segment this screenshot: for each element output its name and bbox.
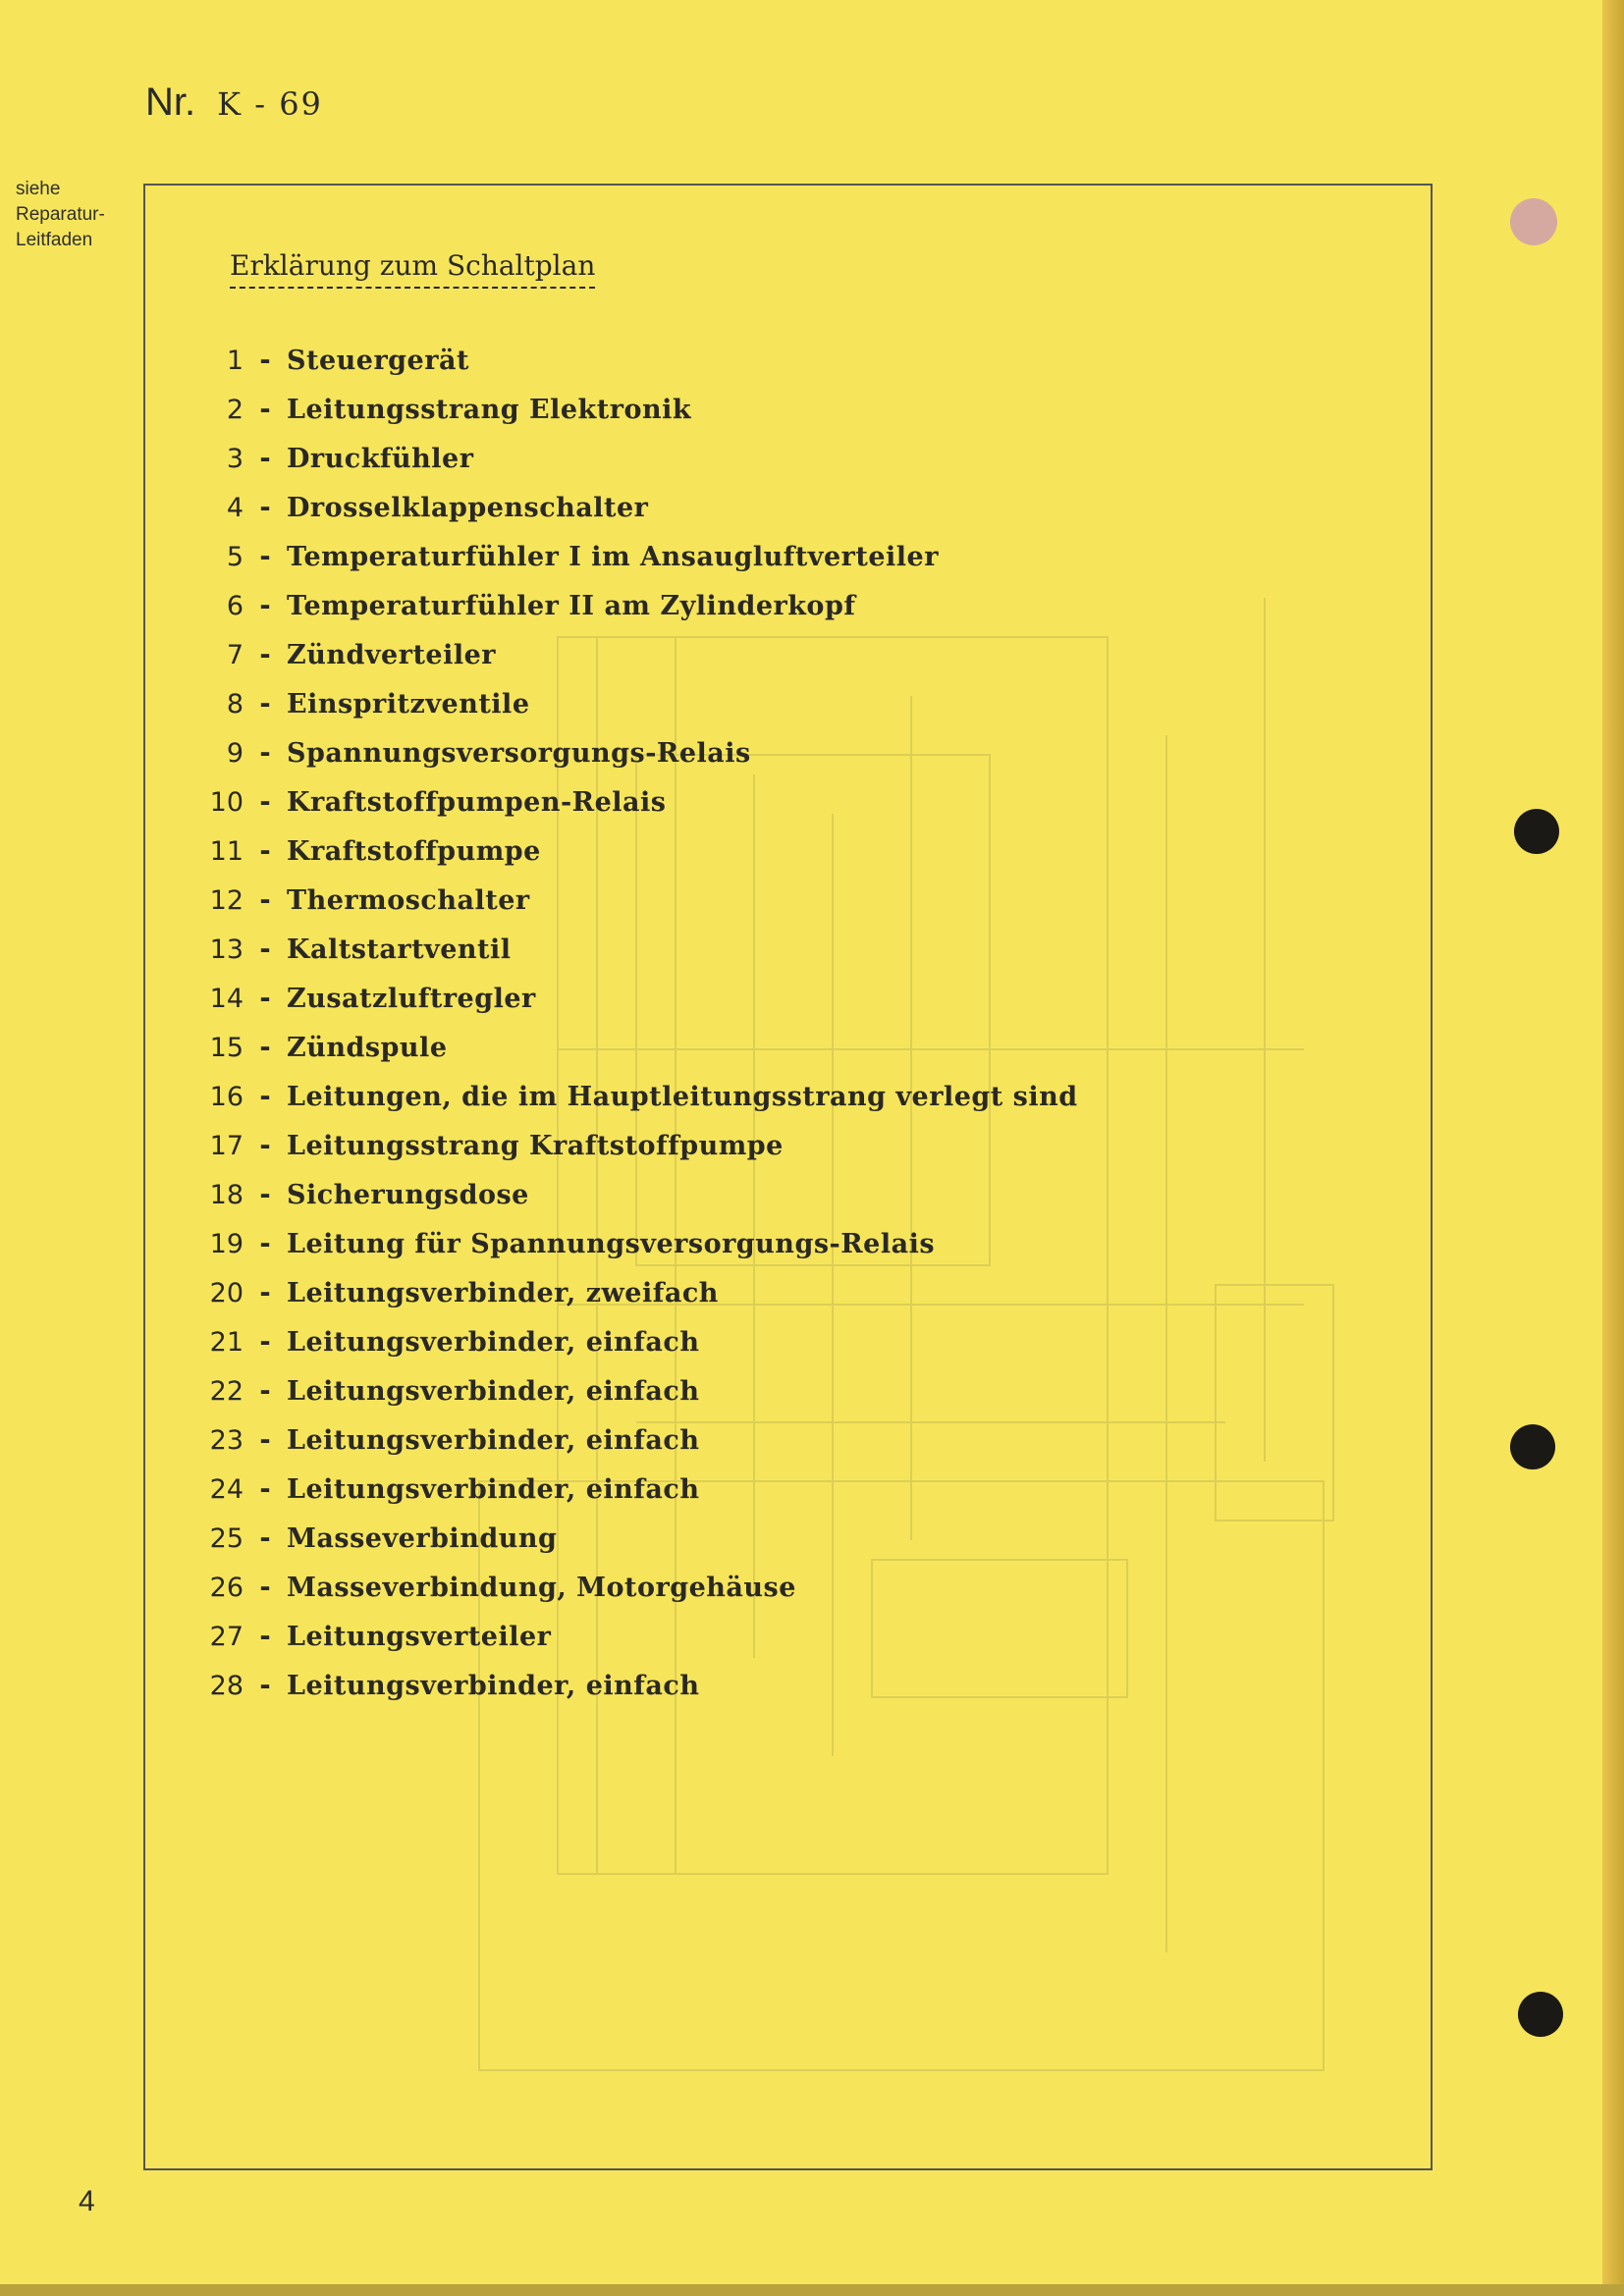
legend-item: [145, 1573, 1078, 1622]
legend-list: [145, 346, 1078, 1720]
legend-separator: -: [256, 738, 274, 769]
legend-number: 22: [209, 1376, 244, 1407]
legend-number: 20: [209, 1278, 244, 1308]
legend-text: Sicherungsdose: [287, 1180, 529, 1210]
legend-number: 25: [209, 1523, 244, 1554]
legend-separator: -: [256, 640, 274, 670]
legend-text: Temperaturfühler II am Zylinderkopf: [287, 591, 856, 621]
legend-item: [145, 1229, 1078, 1278]
legend-item: [145, 640, 1078, 689]
side-note-line: siehe: [16, 179, 61, 199]
side-note: [16, 177, 138, 253]
legend-text: Kraftstoffpumpe: [287, 836, 541, 867]
legend-item: [145, 1180, 1078, 1229]
legend-number: 3: [226, 444, 244, 474]
legend-text: Masseverbindung: [287, 1523, 558, 1554]
legend-number: 16: [209, 1082, 244, 1112]
legend-number: 23: [209, 1425, 244, 1456]
legend-item: [145, 493, 1078, 542]
legend-separator: -: [256, 934, 274, 965]
legend-number: 13: [209, 934, 244, 965]
legend-separator: -: [256, 1180, 274, 1210]
legend-item: [145, 689, 1078, 738]
punch-hole-icon: [1514, 809, 1559, 854]
legend-separator: -: [256, 1327, 274, 1358]
legend-number: 18: [209, 1180, 244, 1210]
legend-item: [145, 444, 1078, 493]
legend-separator: -: [256, 1474, 274, 1505]
legend-text: Steuergerät: [287, 346, 469, 376]
legend-separator: -: [256, 1082, 274, 1112]
legend-text: Leitungen, die im Hauptleitungsstrang verlegt sind: [287, 1082, 1078, 1112]
legend-number: 6: [226, 591, 244, 621]
legend-item: [145, 1523, 1078, 1573]
legend-item: [145, 1278, 1078, 1327]
legend-separator: -: [256, 836, 274, 867]
legend-number: 24: [209, 1474, 244, 1505]
legend-separator: -: [256, 1622, 274, 1652]
legend-text: Drosselklappenschalter: [287, 493, 649, 523]
legend-number: 1: [226, 346, 244, 376]
legend-text: Zusatzluftregler: [287, 984, 536, 1014]
legend-number: 26: [209, 1573, 244, 1603]
legend-number: 7: [226, 640, 244, 670]
legend-number: 14: [209, 984, 244, 1014]
legend-text: Zündspule: [287, 1033, 448, 1063]
page-edge-bottom: [0, 2284, 1624, 2296]
legend-text: Kaltstartventil: [287, 934, 512, 965]
legend-number: 27: [209, 1622, 244, 1652]
legend-item: [145, 1033, 1078, 1082]
legend-number: 12: [209, 885, 244, 916]
legend-text: Leitung für Spannungsversorgungs-Relais: [287, 1229, 936, 1259]
nr-value: K - 69: [217, 85, 323, 123]
legend-separator: -: [256, 689, 274, 720]
legend-number: 9: [226, 738, 244, 769]
legend-text: Spannungsversorgungs-Relais: [287, 738, 751, 769]
legend-separator: -: [256, 493, 274, 523]
legend-text: Leitungsstrang Kraftstoffpumpe: [287, 1131, 784, 1161]
legend-separator: -: [256, 1425, 274, 1456]
legend-text: Temperaturfühler I im Ansaugluftverteiler: [287, 542, 939, 572]
legend-number: 11: [209, 836, 244, 867]
punch-hole-icon: [1510, 198, 1557, 245]
legend-text: Leitungsverbinder, einfach: [287, 1327, 700, 1358]
legend-separator: -: [256, 1376, 274, 1407]
legend-item: [145, 984, 1078, 1033]
legend-item: [145, 1425, 1078, 1474]
legend-separator: -: [256, 787, 274, 818]
punch-hole-icon: [1510, 1424, 1555, 1469]
legend-number: 10: [209, 787, 244, 818]
legend-separator: -: [256, 984, 274, 1014]
legend-text: Thermoschalter: [287, 885, 530, 916]
legend-text: Leitungsverbinder, einfach: [287, 1474, 700, 1505]
legend-separator: -: [256, 1033, 274, 1063]
legend-number: 5: [226, 542, 244, 572]
legend-item: [145, 1082, 1078, 1131]
legend-text: Druckfühler: [287, 444, 474, 474]
legend-separator: -: [256, 346, 274, 376]
legend-text: Leitungsstrang Elektronik: [287, 395, 692, 425]
legend-item: [145, 1474, 1078, 1523]
document-title: Erklärung zum Schaltplan: [230, 249, 596, 282]
legend-item: [145, 395, 1078, 444]
legend-item: [145, 1327, 1078, 1376]
legend-separator: -: [256, 1131, 274, 1161]
legend-text: Zündverteiler: [287, 640, 497, 670]
legend-separator: -: [256, 1671, 274, 1701]
legend-number: 4: [226, 493, 244, 523]
content-frame: [143, 184, 1433, 2170]
legend-separator: -: [256, 1523, 274, 1554]
punch-hole-icon: [1518, 1992, 1563, 2037]
side-note-line: Reparatur-: [16, 204, 105, 225]
legend-text: Masseverbindung, Motorgehäuse: [287, 1573, 796, 1603]
legend-item: [145, 1131, 1078, 1180]
legend-separator: -: [256, 395, 274, 425]
legend-number: 2: [226, 395, 244, 425]
page-edge-right: [1602, 0, 1624, 2296]
legend-item: [145, 738, 1078, 787]
legend-separator: -: [256, 1573, 274, 1603]
legend-number: 17: [209, 1131, 244, 1161]
legend-item: [145, 591, 1078, 640]
page-number: 4: [79, 2185, 95, 2217]
legend-separator: -: [256, 885, 274, 916]
legend-item: [145, 1376, 1078, 1425]
legend-item: [145, 885, 1078, 934]
legend-separator: -: [256, 444, 274, 474]
legend-item: [145, 1622, 1078, 1671]
legend-text: Leitungsverteiler: [287, 1622, 552, 1652]
legend-number: 28: [209, 1671, 244, 1701]
document-number-header: [145, 80, 323, 125]
legend-number: 8: [226, 689, 244, 720]
legend-separator: -: [256, 1229, 274, 1259]
legend-item: [145, 1671, 1078, 1720]
legend-item: [145, 346, 1078, 395]
legend-number: 21: [209, 1327, 244, 1358]
nr-label: Nr.: [145, 80, 196, 124]
legend-separator: -: [256, 591, 274, 621]
legend-item: [145, 934, 1078, 984]
legend-number: 19: [209, 1229, 244, 1259]
legend-text: Einspritzventile: [287, 689, 530, 720]
legend-item: [145, 836, 1078, 885]
legend-item: [145, 542, 1078, 591]
legend-separator: -: [256, 1278, 274, 1308]
legend-item: [145, 787, 1078, 836]
legend-separator: -: [256, 542, 274, 572]
legend-number: 15: [209, 1033, 244, 1063]
legend-text: Kraftstoffpumpen-Relais: [287, 787, 667, 818]
side-note-line: Leitfaden: [16, 230, 93, 250]
legend-text: Leitungsverbinder, zweifach: [287, 1278, 719, 1308]
legend-text: Leitungsverbinder, einfach: [287, 1376, 700, 1407]
legend-text: Leitungsverbinder, einfach: [287, 1671, 700, 1701]
legend-text: Leitungsverbinder, einfach: [287, 1425, 700, 1456]
